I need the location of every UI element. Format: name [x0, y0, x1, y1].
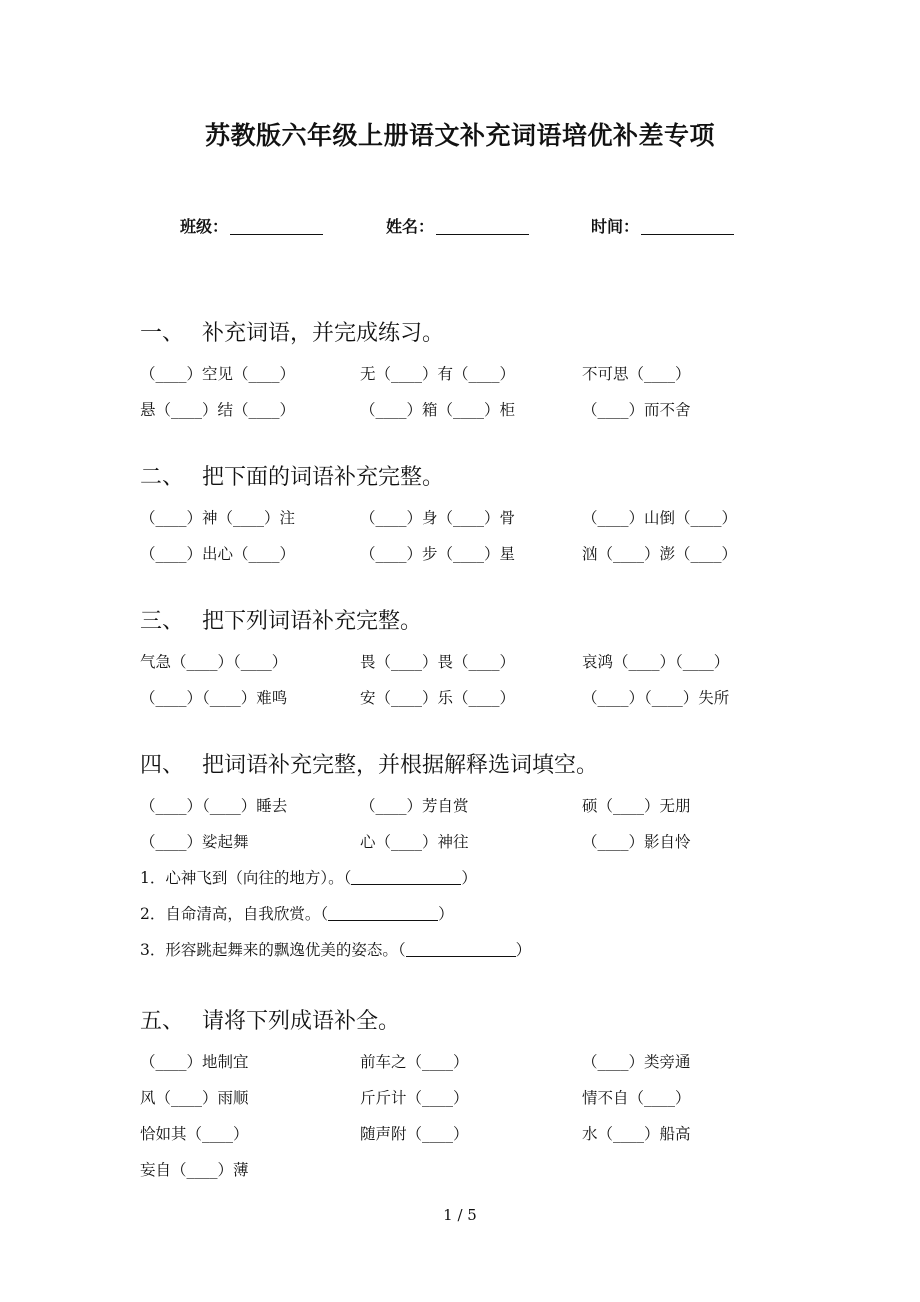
name-field — [386, 214, 529, 237]
question-text: 1．心神飞到（向往的地方）。（ — [140, 869, 352, 887]
closing-paren: ） — [438, 905, 454, 923]
time-label: 时间： — [591, 217, 640, 236]
fill-in-word[interactable]: 随声附（____） — [360, 1125, 469, 1143]
section-heading — [140, 604, 422, 635]
fill-in-word[interactable]: （____）神（____）注 — [140, 509, 296, 527]
fill-in-word[interactable]: 畏（____）畏（____） — [360, 653, 516, 671]
section-heading — [140, 316, 444, 347]
fill-in-word[interactable]: （____）影自怜 — [582, 833, 691, 851]
section-title: 把词语补充完整，并根据解释选词填空。 — [202, 753, 599, 778]
section-title: 请将下列成语补全。 — [202, 1009, 401, 1034]
name-blank[interactable] — [436, 218, 529, 235]
section-number: 五、 — [140, 1009, 185, 1034]
fill-in-word[interactable]: （____）类旁通 — [582, 1053, 691, 1071]
fill-in-word[interactable]: （____）（____）难鸣 — [140, 689, 288, 707]
closing-paren: ） — [461, 869, 477, 887]
fill-in-word[interactable]: 气急（____）（____） — [140, 653, 288, 671]
fill-in-word[interactable]: 安（____）乐（____） — [360, 689, 516, 707]
fill-in-word[interactable]: （____）箱（____）柜 — [360, 401, 516, 419]
question-text: 2．自命清高，自我欣赏。（ — [140, 905, 329, 923]
section-title: 补充词语，并完成练习。 — [202, 321, 445, 346]
section-number: 三、 — [140, 609, 185, 634]
fill-in-word[interactable]: （____）（____）失所 — [582, 689, 730, 707]
fill-in-word[interactable]: （____）娑起舞 — [140, 833, 249, 851]
section-heading — [140, 748, 598, 779]
page-number: 1 / 5 — [443, 1206, 477, 1224]
fill-in-word[interactable]: 哀鸿（____）（____） — [582, 653, 730, 671]
section-title: 把下列词语补充完整。 — [202, 609, 423, 634]
class-label: 班级： — [180, 217, 229, 236]
fill-in-word[interactable]: 不可思（____） — [582, 365, 691, 383]
question-text: 3．形容跳起舞来的飘逸优美的姿态。（ — [140, 941, 406, 959]
fill-in-word[interactable]: 水（____）船高 — [582, 1125, 691, 1143]
class-field — [180, 214, 323, 237]
name-label: 姓名： — [386, 217, 435, 236]
section-number: 一、 — [140, 321, 185, 346]
fill-in-word[interactable]: 前车之（____） — [360, 1053, 469, 1071]
section-number: 二、 — [140, 465, 185, 490]
fill-in-word[interactable]: 情不自（____） — [582, 1089, 691, 1107]
section-title: 把下面的词语补充完整。 — [202, 465, 445, 490]
fill-in-word[interactable]: 恰如其（____） — [140, 1125, 249, 1143]
answer-blank[interactable] — [406, 942, 516, 957]
fill-in-word[interactable]: 心（____）神往 — [360, 833, 469, 851]
fill-in-word[interactable]: 妄自（____）薄 — [140, 1161, 249, 1179]
fill-in-word[interactable]: （____）出心（____） — [140, 545, 296, 563]
fill-in-word[interactable]: （____）而不舍 — [582, 401, 691, 419]
fill-in-word[interactable]: 风（____）雨顺 — [140, 1089, 249, 1107]
fill-in-word[interactable]: 无（____）有（____） — [360, 365, 516, 383]
section-heading — [140, 460, 444, 491]
page-title: 苏教版六年级上册语文补充词语培优补差专项 — [204, 121, 715, 150]
explanation-question — [140, 938, 531, 960]
fill-in-word[interactable]: 斤斤计（____） — [360, 1089, 469, 1107]
fill-in-word[interactable]: （____）山倒（____） — [582, 509, 738, 527]
fill-in-word[interactable]: 汹（____）澎（____） — [582, 545, 738, 563]
answer-blank[interactable] — [328, 906, 438, 921]
section-number: 四、 — [140, 753, 185, 778]
fill-in-word[interactable]: （____）地制宜 — [140, 1053, 249, 1071]
fill-in-word[interactable]: （____）（____）睡去 — [140, 797, 288, 815]
closing-paren: ） — [515, 941, 532, 959]
fill-in-word[interactable]: （____）身（____）骨 — [360, 509, 516, 527]
explanation-question — [140, 902, 454, 924]
time-blank[interactable] — [641, 218, 734, 235]
fill-in-word[interactable]: （____）芳自赏 — [360, 797, 469, 815]
fill-in-word[interactable]: 硕（____）无朋 — [582, 797, 691, 815]
fill-in-word[interactable]: （____）空见（____） — [140, 365, 296, 383]
section-heading — [140, 1004, 400, 1035]
answer-blank[interactable] — [351, 870, 461, 885]
fill-in-word[interactable]: 悬（____）结（____） — [140, 401, 296, 419]
fill-in-word[interactable]: （____）步（____）星 — [360, 545, 516, 563]
time-field — [591, 214, 734, 237]
class-blank[interactable] — [230, 218, 323, 235]
explanation-question — [140, 866, 477, 888]
